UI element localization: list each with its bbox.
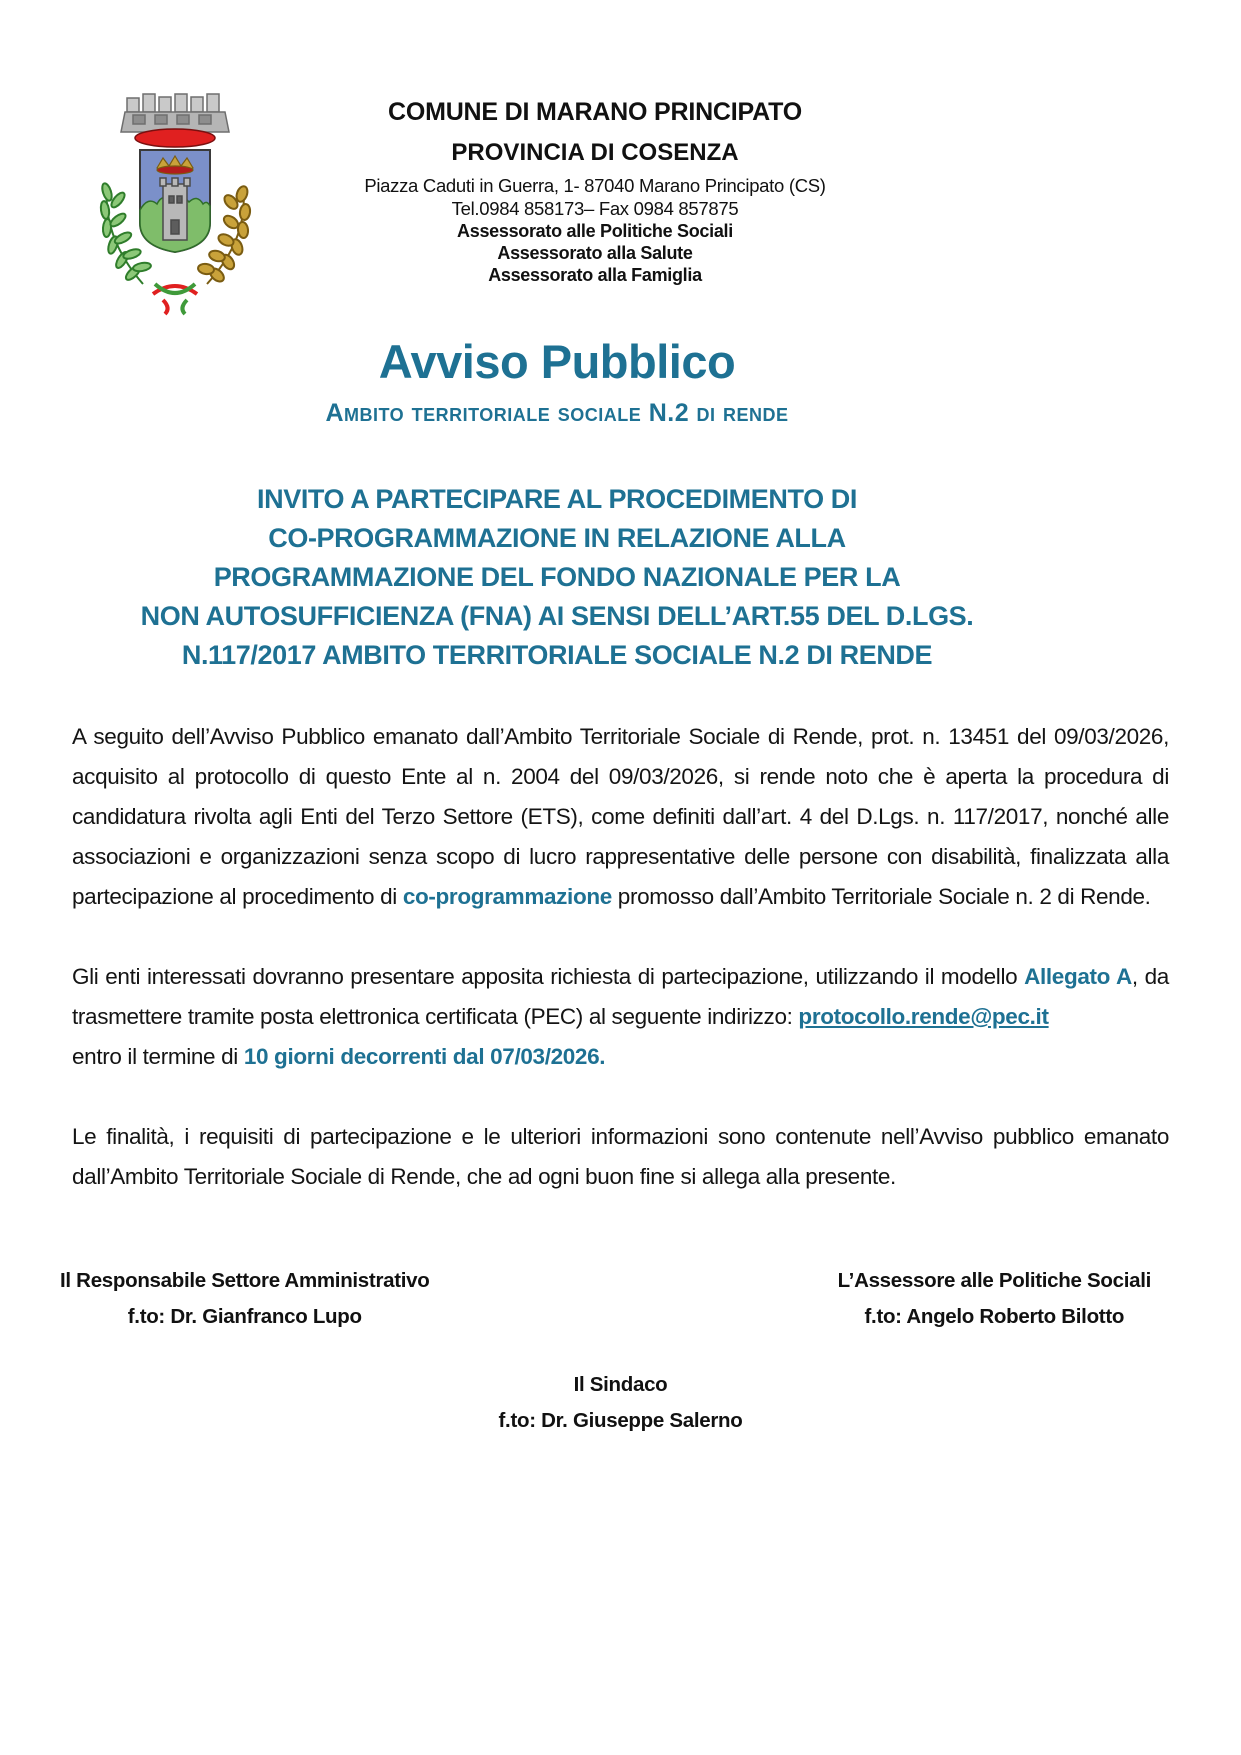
- shield: [140, 150, 210, 252]
- municipality-name: COMUNE DI MARANO PRINCIPATO: [387, 98, 803, 126]
- signature-sindaco-name: f.to: Dr. Giuseppe Salerno: [498, 1409, 743, 1432]
- document-subtitle: Ambito territoriale sociale N.2 di rende: [325, 399, 789, 427]
- department-politiche-sociali: Assessorato alle Politiche Sociali: [457, 221, 733, 241]
- document-title: Avviso Pubblico: [378, 335, 736, 388]
- letterhead: [0, 0, 1241, 318]
- signature-assessore: [838, 1263, 1151, 1335]
- department-salute: Assessorato alla Salute: [497, 243, 693, 263]
- invito-heading: [52, 480, 1062, 675]
- signature-sindaco: [0, 1367, 1241, 1439]
- pec-email-link[interactable]: protocollo.rende@pec.it: [798, 1004, 1049, 1029]
- paragraph-modalita: [72, 957, 1169, 1077]
- signature-sindaco-role: Il Sindaco: [573, 1373, 668, 1396]
- signature-responsabile: [60, 1263, 429, 1335]
- province-name: PROVINCIA DI COSENZA: [451, 139, 739, 166]
- signature-assessore-role: L’Assessore alle Politiche Sociali: [837, 1269, 1151, 1292]
- department-famiglia: Assessorato alla Famiglia: [488, 265, 702, 285]
- paragraph-premessa: [72, 717, 1169, 917]
- mural-crown: [121, 94, 229, 132]
- allegato-a-highlight: Allegato A: [1024, 964, 1132, 989]
- coprogrammazione-highlight: co-programmazione: [402, 884, 612, 909]
- paragraph-modalita-text: Gli enti interessati dovranno presentare apposita richiesta di partecipazione, utilizzando il modello: [72, 964, 1025, 989]
- signature-responsabile-name: f.to: Dr. Gianfranco Lupo: [127, 1305, 362, 1328]
- deadline-highlight: 10 giorni decorrenti dal 07/03/2026.: [243, 1044, 606, 1069]
- invito-line-2: CO-PROGRAMMAZIONE IN RELAZIONE ALLA: [268, 523, 846, 553]
- invito-line-4: NON AUTOSUFFICIENZA (FNA) AI SENSI DELL’ART.55 DEL D.LGS.: [140, 601, 974, 631]
- signature-responsabile-role: Il Responsabile Settore Amministrativo: [60, 1269, 430, 1292]
- address-line: Piazza Caduti in Guerra, 1- 87040 Marano Principato (CS): [364, 175, 826, 196]
- municipal-crest-image: [85, 88, 265, 318]
- paragraph-modalita-text-mid: , da trasmettere tramite posta elettronica certificata (PEC) al seguente indirizzo:: [72, 964, 1169, 1029]
- invito-line-5: N.117/2017 AMBITO TERRITORIALE SOCIALE N.2 DI RENDE: [181, 640, 933, 670]
- paragraph-premessa-text-end: promosso dall’Ambito Territoriale Sociale n. 2 di Rende.: [611, 884, 1151, 909]
- paragraph-premessa-text: A seguito dell’Avviso Pubblico emanato dall’Ambito Territoriale Sociale di Rende, prot. n. 13451 del 09/03/2026, acquisito al protocollo di questo Ente al n. 2004 del 09/03/2026, si rende noto che è aperta la procedura di candidatura rivolta agli Enti del Terzo Settore (ETS), come definiti dall’art. 4 del D.Lgs. n. 117/2017, nonché alle associazioni e organizzazioni senza scopo di lucro rappresentative delle persone con disabilità, finalizzata alla partecipazione al procedimento di: [72, 724, 1169, 909]
- paragraph-finalita: Le finalità, i requisiti di partecipazione e le ulteriori informazioni sono contenute nell’Avviso pubblico emanato dall’Ambito Territoriale Sociale di Rende, che ad ogni buon fine si allega alla presente.: [72, 1124, 1169, 1189]
- letterhead-text: [295, 88, 895, 318]
- deadline-line: [72, 1037, 1169, 1077]
- invito-line-3: PROGRAMMAZIONE DEL FONDO NAZIONALE PER LA: [213, 562, 901, 592]
- signature-assessore-name: f.to: Angelo Roberto Bilotto: [864, 1305, 1125, 1328]
- invito-line-1: INVITO A PARTECIPARE AL PROCEDIMENTO DI: [257, 484, 857, 514]
- ribbon: [153, 284, 197, 314]
- deadline-text: entro il termine di: [72, 1044, 244, 1069]
- phone-fax-line: Tel.0984 858173– Fax 0984 857875: [451, 198, 739, 219]
- signature-row: [60, 1263, 1151, 1335]
